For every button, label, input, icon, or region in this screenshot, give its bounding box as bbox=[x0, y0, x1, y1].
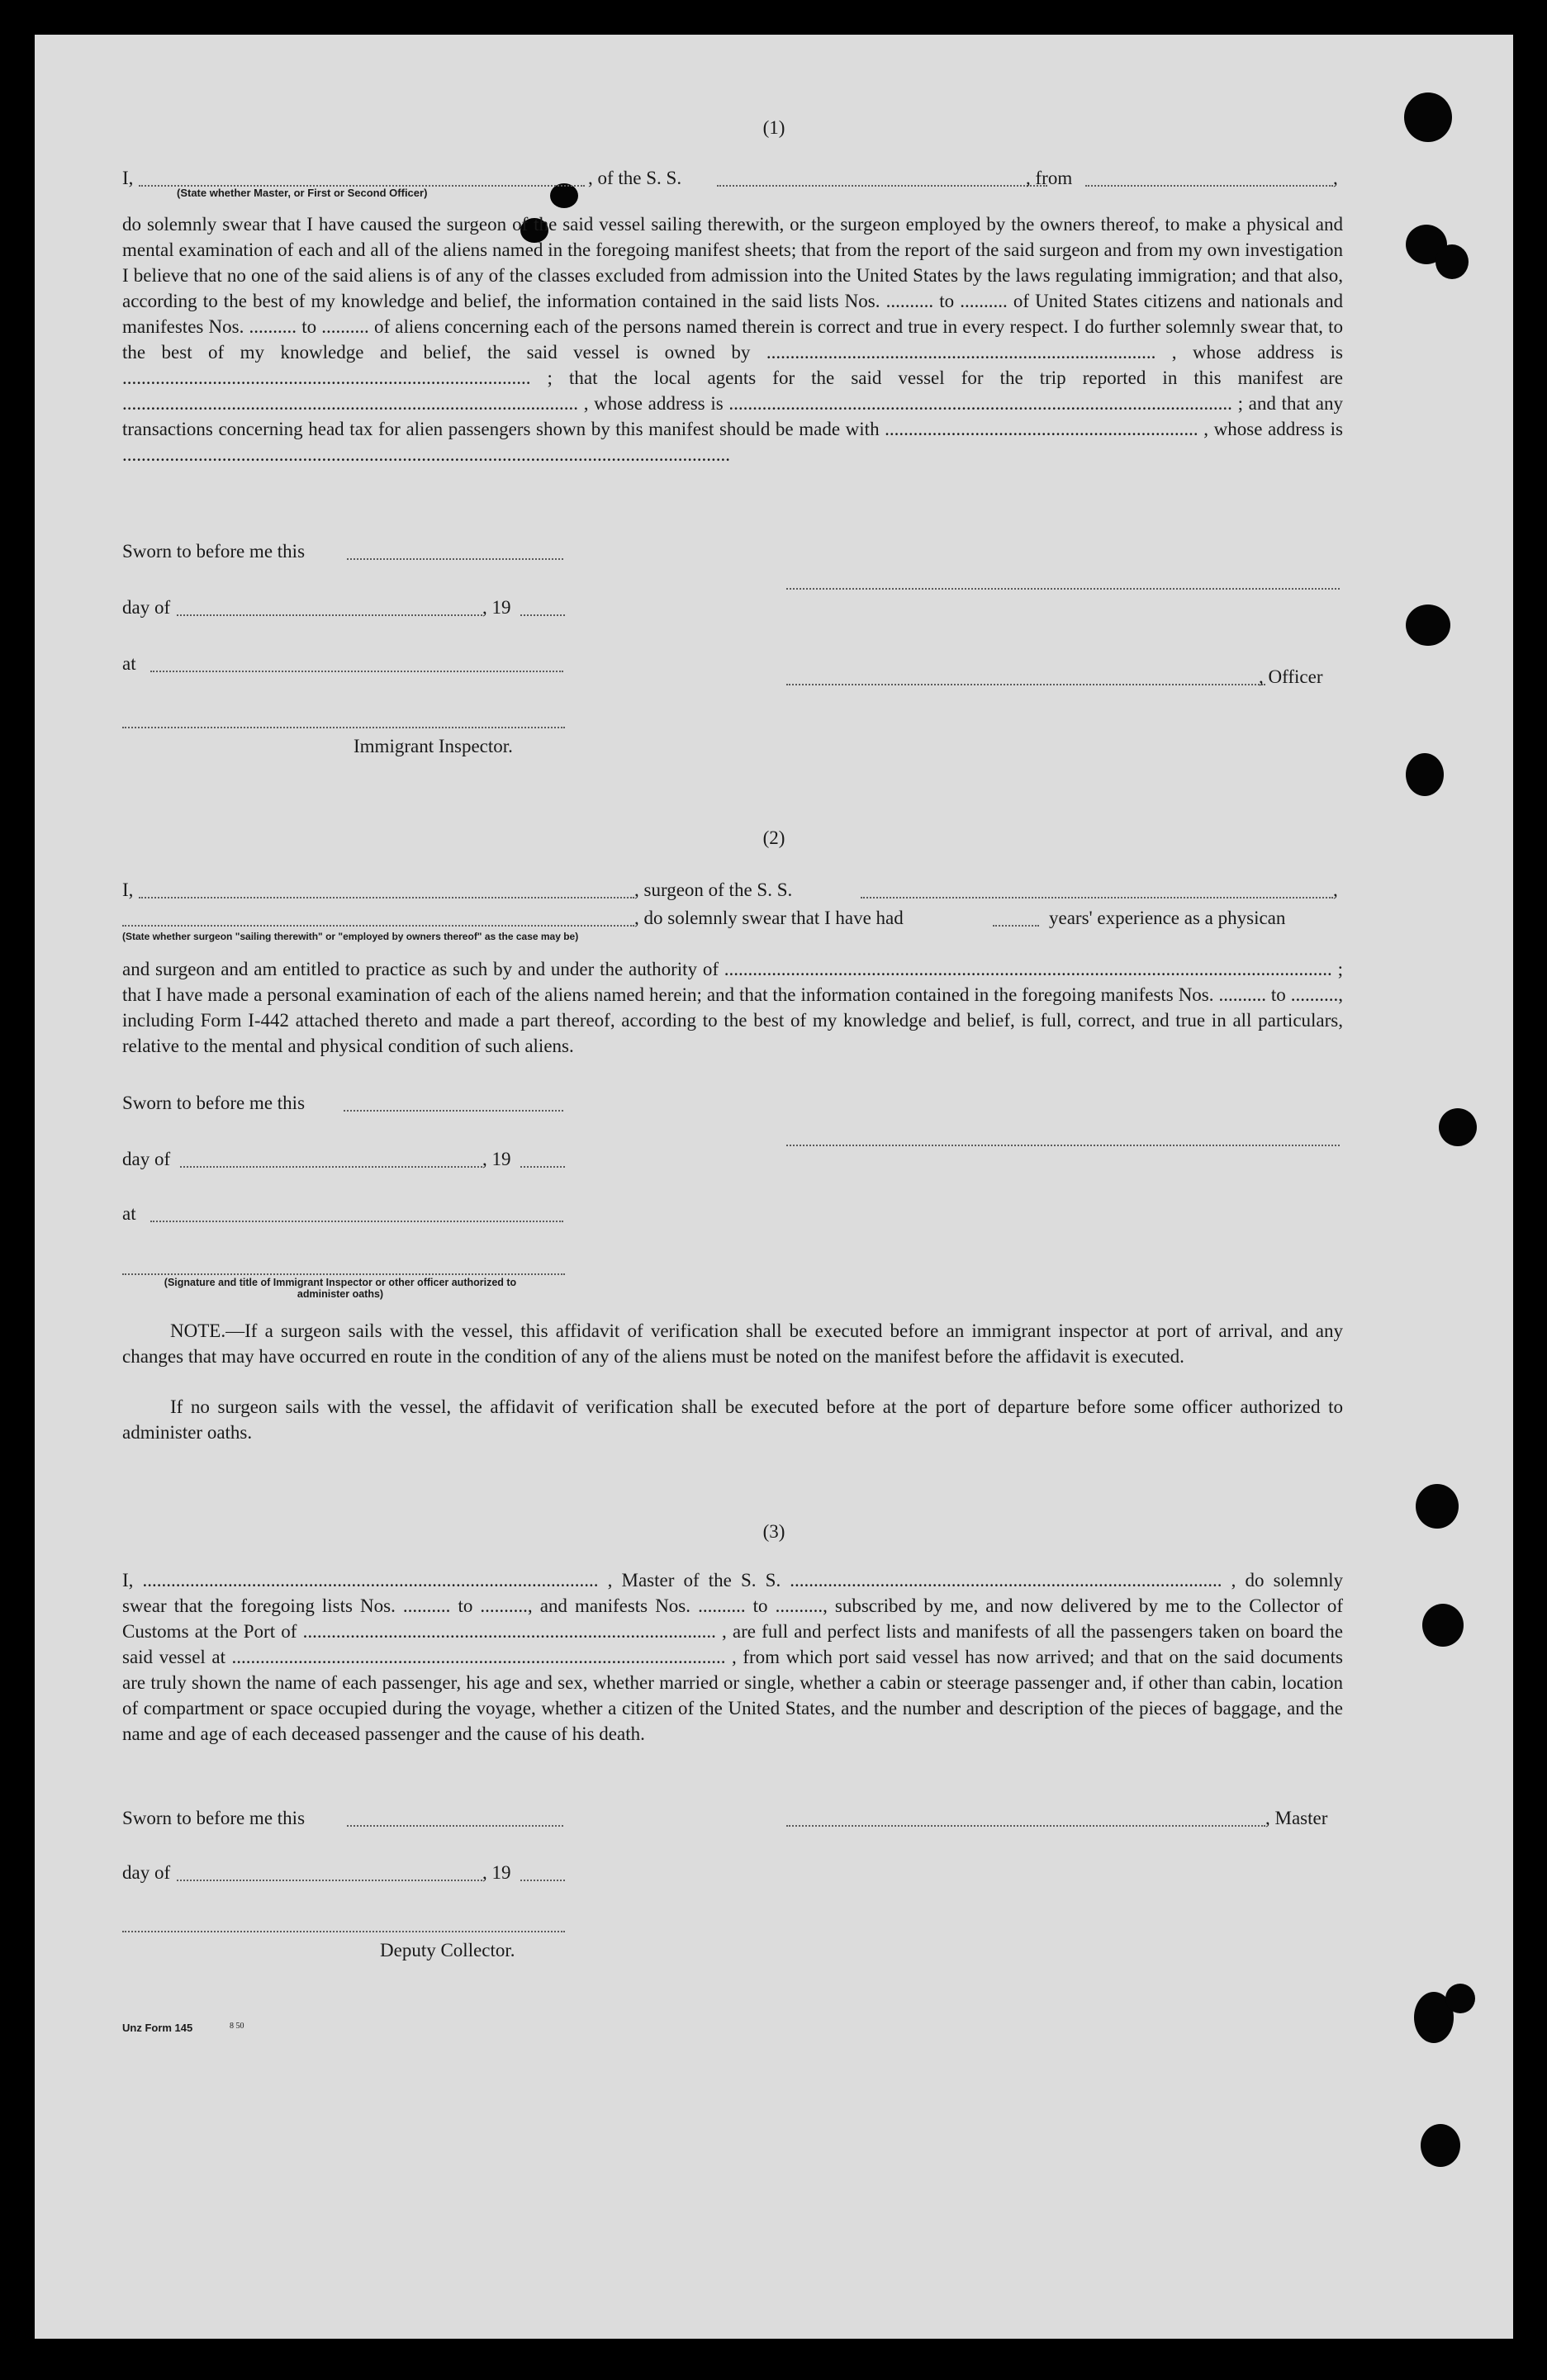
section-2-number: (2) bbox=[762, 827, 785, 848]
section-1-oath-text: do solemnly swear that I have caused the surgeon of the said vessel sailing therewith, or the surgeon employed by the owners thereof, to make a physical and mental examination of each and all of the aliens named in the foregoing manifest sheets; that from the report of the said surgeon and from my own investigation I believe that no one of the said aliens is of any of the classes excluded from admission into the United States by the laws regulating immigration; and that also, according to the best of my knowledge and belief, the information contained in the said lists Nos. .......... to .......... of United States citizens and nationals and manifestes Nos. .......... to .......... of aliens concerning each of the persons named therein is correct and true in every respect. I do further solemnly swear that, to the best of my knowledge and belief, the said vessel is owned by .................................................................................. , whose address is ...................................................................................... ; that the local agents for the said vessel for the trip reported in this manifest are ................................................................................................ , whose address is .......................................................................................................... ; and that any transactions concerning head tax for alien passengers shown by this manifest should be made with .................................................................. , whose address is ................................................................................................................................ bbox=[122, 214, 1343, 465]
punch-hole bbox=[1435, 244, 1469, 279]
surgeon-status-field[interactable] bbox=[122, 925, 634, 927]
section-1-day-of: day of bbox=[122, 597, 171, 618]
year-field-3[interactable] bbox=[520, 1880, 565, 1881]
section-2-sworn: Sworn to before me this bbox=[122, 1093, 306, 1113]
day-of-field-2[interactable] bbox=[180, 1166, 482, 1168]
year-field[interactable] bbox=[520, 614, 565, 616]
surgeon-signature-field[interactable] bbox=[786, 1145, 1340, 1146]
section-1-comma: , bbox=[1333, 168, 1338, 188]
punch-hole bbox=[1406, 753, 1444, 796]
signature-note: (Signature and title of Immigrant Inspector or other officer authorized to administer oaths) bbox=[164, 1277, 517, 1300]
section-2-at: at bbox=[122, 1203, 136, 1224]
sworn-date-field-2[interactable] bbox=[344, 1110, 563, 1112]
note-2: If no surgeon sails with the vessel, the affidavit of verification shall be executed before at the port of departure before some officer authorized to administer oaths. bbox=[122, 1396, 1343, 1443]
section-2-i: I, bbox=[122, 879, 134, 900]
section-1-from: , from bbox=[1026, 168, 1073, 188]
section-3-sworn: Sworn to before me this bbox=[122, 1808, 306, 1828]
section-1-year: , 19 bbox=[482, 597, 511, 618]
departure-port-field[interactable] bbox=[1085, 185, 1333, 187]
sworn-date-field-3[interactable] bbox=[347, 1825, 563, 1827]
day-of-field-3[interactable] bbox=[177, 1880, 482, 1881]
ink-blot bbox=[550, 183, 578, 208]
at-place-field-2[interactable] bbox=[150, 1221, 563, 1222]
form-number: Unz Form 145 bbox=[122, 2022, 193, 2034]
surgeon-note: (State whether surgeon "sailing therewith" or "employed by owners thereof" as the case may be) bbox=[122, 931, 579, 942]
section-1-number: (1) bbox=[762, 117, 785, 138]
section-3-master: , Master bbox=[1265, 1808, 1328, 1828]
vessel-name-field[interactable] bbox=[717, 185, 1047, 187]
note-1: NOTE.—If a surgeon sails with the vessel, this affidavit of verification shall be executed before an immigrant inspector at port of arrival, and any changes that may have occurred en route in the condition of any of the aliens must be noted on the manifest before the affidavit is executed. bbox=[122, 1320, 1343, 1367]
day-of-field[interactable] bbox=[177, 614, 482, 616]
punch-hole bbox=[1421, 2124, 1460, 2167]
section-2-surgeon: , surgeon of the S. S. bbox=[634, 879, 793, 900]
section-1-of-ss: , of the S. S. bbox=[588, 168, 682, 188]
master-signature-field[interactable] bbox=[786, 1825, 1265, 1827]
section-1-at: at bbox=[122, 653, 136, 674]
section-3-number: (3) bbox=[762, 1521, 785, 1542]
collector-signature-field[interactable] bbox=[122, 1931, 565, 1932]
surgeon-vessel-field[interactable] bbox=[861, 897, 1333, 898]
punch-hole bbox=[1439, 1108, 1477, 1146]
section-2-oath-text: and surgeon and am entitled to practice as such by and under the authority of ................................................................................................................................ ; that I have made a personal examination of each of the aliens named herein; and that the information contained in the foregoing manifests Nos. .......... to .........., including Form I-442 attached thereto and made a part thereof, according to the best of my knowledge and belief, is full, correct, and true in all particulars, relative to the mental and physical condition of such aliens. bbox=[122, 959, 1343, 1056]
years-experience-field[interactable] bbox=[993, 925, 1039, 927]
section-2-swear: , do solemnly swear that I have had bbox=[634, 908, 904, 928]
section-3-deputy: Deputy Collector. bbox=[380, 1940, 515, 1960]
year-field-2[interactable] bbox=[520, 1166, 565, 1168]
at-place-field[interactable] bbox=[150, 671, 563, 672]
punch-hole bbox=[1445, 1984, 1475, 2013]
sworn-date-field[interactable] bbox=[347, 558, 563, 560]
section-3-year: , 19 bbox=[482, 1862, 511, 1883]
section-2-year: , 19 bbox=[482, 1149, 511, 1169]
form-code: 8 50 bbox=[230, 2022, 244, 2031]
section-3-day-of: day of bbox=[122, 1862, 171, 1883]
section-3-oath-text: I, ................................................................................................ , Master of the S. S. ........................................................................................... , do solemnly swear that the foregoing lists Nos. .......... to .........., and manifests Nos. .......... to .........., subscribed by me, and now delivered by me to the Collector of Customs at the Port of ....................................................................................... , are full and perfect lists and manifests of all the passengers taken on board the said vessel at ........................................................................................................ , from which port said vessel has now arrived; and that on the said documents are truly shown the name of each passenger, his age and sex, whether married or single, whether a cabin or steerage passenger and, if other than cabin, location of compartment or space occupied during the voyage, whether a citizen of the United States, and the number and description of the pieces of baggage, and the name and age of each deceased passenger and the cause of his death. bbox=[122, 1570, 1343, 1744]
section-2-years: years' experience as a physican bbox=[1049, 908, 1286, 928]
section-1-officer: , Officer bbox=[1259, 666, 1323, 687]
officer-signature-field[interactable] bbox=[786, 588, 1340, 590]
section-2-day-of: day of bbox=[122, 1149, 171, 1169]
officer-note: (State whether Master, or First or Second Officer) bbox=[177, 187, 428, 199]
inspector-signature-field-2[interactable] bbox=[122, 1273, 565, 1275]
officer-title-field[interactable] bbox=[786, 684, 1265, 685]
punch-hole bbox=[1422, 1604, 1464, 1647]
section-1-i: I, bbox=[122, 168, 134, 188]
section-2-comma: , bbox=[1333, 879, 1338, 900]
inspector-signature-field[interactable] bbox=[122, 727, 565, 728]
section-1-sworn: Sworn to before me this bbox=[122, 541, 306, 562]
section-1-inspector: Immigrant Inspector. bbox=[354, 736, 513, 756]
punch-hole bbox=[1406, 604, 1450, 646]
surgeon-name-field[interactable] bbox=[139, 897, 634, 898]
form-page bbox=[35, 35, 1513, 2339]
